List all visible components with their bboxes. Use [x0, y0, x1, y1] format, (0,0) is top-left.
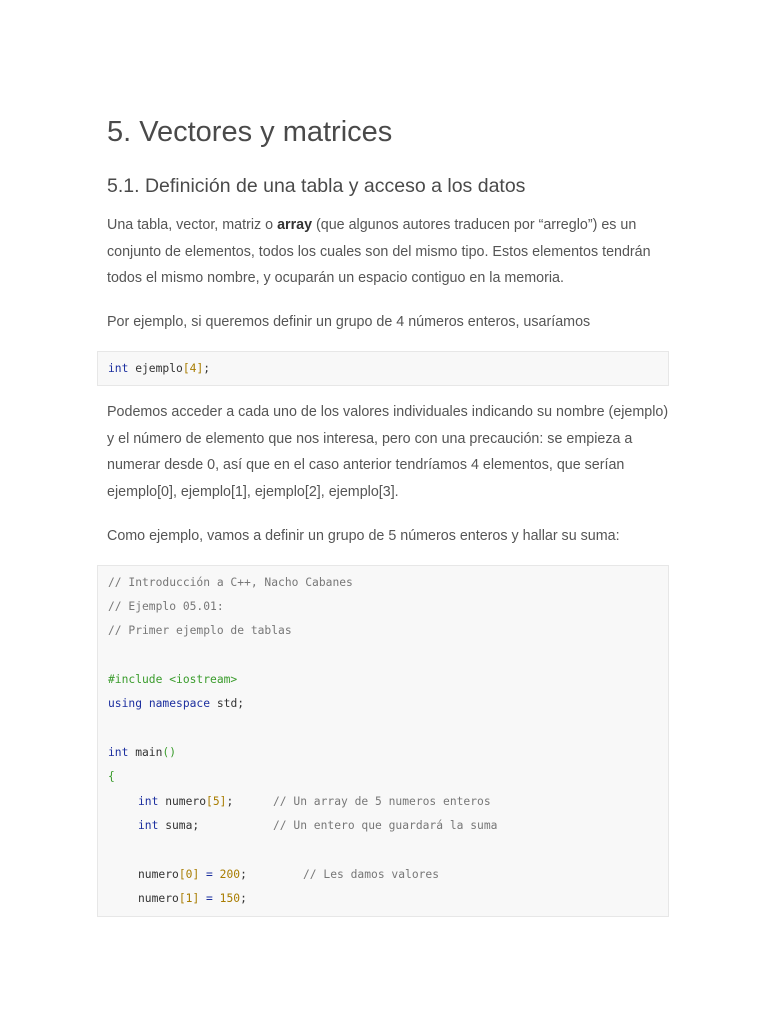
code-bracket: ] [192, 868, 200, 881]
code-identifier: ejemplo [128, 362, 183, 375]
code-block-declaration [97, 351, 669, 386]
intro-text-after: (que algunos autores traducen por “arreglo”) es un conjunto de elementos, todos los cuales son del mismo tipo. Estos elementos tendrán todos el mismo nombre, y ocuparán un espacio contiguo en la memoria. [107, 217, 651, 286]
code-semicolon: ; [240, 892, 247, 905]
code-number: 1 [185, 892, 193, 905]
sum-example-paragraph: Como ejemplo, vamos a definir un grupo de 5 números enteros y hallar su suma: [107, 528, 620, 544]
code-comment-line: // Introducción a C++, Nacho Cabanes [108, 576, 353, 589]
code-keyword: using [108, 697, 143, 710]
intro-text-before: Una tabla, vector, matriz o [107, 217, 278, 233]
code-bracket: [ [178, 892, 186, 905]
code-array-decl-line [138, 790, 233, 814]
code-keyword: namespace [148, 697, 211, 710]
code-semicolon: ; [203, 362, 211, 375]
code-number: 5 [212, 795, 220, 808]
code-bracket: [ [182, 362, 190, 375]
code-using-line [108, 692, 244, 716]
code-include-line: #include <iostream> [108, 673, 238, 686]
code-comment-line: // Ejemplo 05.01: [108, 600, 224, 613]
code-keyword: int [138, 819, 159, 832]
code-number: 200 [219, 868, 241, 881]
code-inline-comment: // Un array de 5 numeros enteros [273, 795, 491, 808]
code-identifier: suma; [158, 819, 200, 832]
code-semicolon: ; [240, 868, 247, 881]
access-paragraph: Podemos acceder a cada uno de los valores individuales indicando su nombre (ejemplo) y el número de elemento que nos interesa, pero con una precaución: se empieza a numerar desde 0, así que en el caso anterior tendríamos 4 elementos, que serían ejemplo[0], ejemplo[1], ejemplo[2], ejemplo[3]. [107, 404, 669, 500]
code-semicolon: ; [226, 795, 234, 808]
code-number: 150 [219, 892, 241, 905]
code-block-example [97, 565, 669, 917]
code-bracket: ] [192, 892, 200, 905]
code-identifier: numero [138, 868, 179, 881]
code-number: 0 [185, 868, 193, 881]
code-assign-line [138, 887, 247, 911]
code-main-line [108, 741, 176, 765]
code-parens: () [162, 746, 177, 759]
code-keyword: int [108, 746, 129, 759]
code-identifier: numero [138, 892, 179, 905]
code-identifier: numero [158, 795, 207, 808]
code-sum-decl-line [138, 814, 199, 838]
code-inline-comment: // Les damos valores [303, 868, 440, 881]
code-bracket: ] [196, 362, 204, 375]
code-identifier: main [128, 746, 163, 759]
code-inline-comment: // Un entero que guardará la suma [273, 819, 498, 832]
code-operator: = [199, 868, 220, 881]
code-number: 4 [189, 362, 197, 375]
chapter-heading: 5. Vectores y matrices [107, 116, 393, 148]
code-assign-line [138, 863, 247, 887]
code-keyword: int [108, 362, 129, 375]
code-keyword: int [138, 795, 159, 808]
code-brace-line: { [108, 770, 115, 783]
code-line [108, 357, 210, 381]
section-heading: 5.1. Definición de una tabla y acceso a los datos [107, 175, 526, 197]
code-bracket: [ [206, 795, 213, 808]
intro-paragraph [107, 212, 670, 292]
code-operator: = [199, 892, 220, 905]
code-bracket: [ [178, 868, 186, 881]
example-intro-paragraph: Por ejemplo, si queremos definir un grupo de 4 números enteros, usaríamos [107, 314, 591, 330]
code-identifier: std; [210, 697, 245, 710]
code-bracket: ] [219, 795, 227, 808]
intro-bold-term: array [277, 217, 313, 233]
code-comment-line: // Primer ejemplo de tablas [108, 624, 292, 637]
